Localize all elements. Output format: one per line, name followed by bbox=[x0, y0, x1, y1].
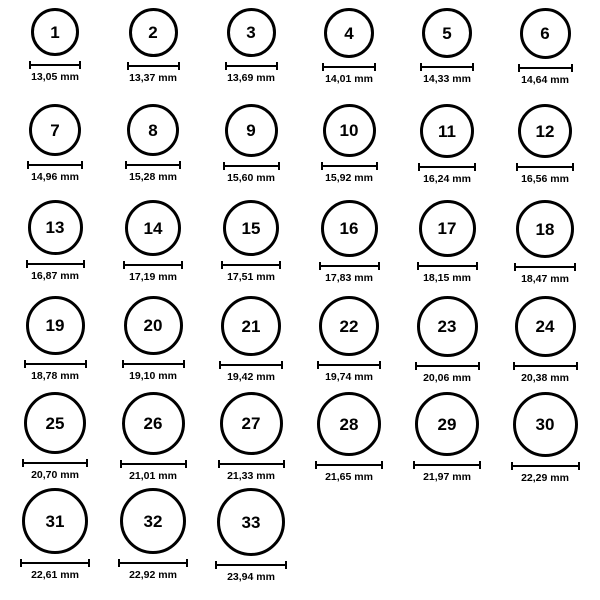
ring-size-cell bbox=[300, 200, 398, 296]
ring-size-cell bbox=[104, 488, 202, 584]
ring-size-number: 29 bbox=[437, 414, 457, 434]
ring-diameter-label: 13,05 mm bbox=[31, 71, 79, 83]
ring-measure-bar bbox=[24, 360, 87, 369]
ring-diameter-label: 14,33 mm bbox=[423, 73, 471, 85]
ring-circle bbox=[518, 104, 572, 158]
ring-size-cell bbox=[104, 200, 202, 296]
measure-bar-line bbox=[415, 362, 480, 370]
measure-bar-line bbox=[516, 163, 574, 171]
ring-measure-bar bbox=[120, 460, 187, 469]
measure-bar-line bbox=[322, 63, 376, 71]
ring-size-cell bbox=[104, 8, 202, 104]
measure-bar-line bbox=[317, 361, 381, 369]
ring-size-number: 25 bbox=[45, 413, 65, 433]
ring-size-number: 5 bbox=[442, 23, 452, 43]
measure-bar-line bbox=[127, 62, 180, 70]
ring-circle bbox=[225, 104, 278, 157]
ring-circle bbox=[217, 488, 285, 556]
measure-bar-line bbox=[511, 462, 580, 470]
ring-measure-bar bbox=[125, 161, 181, 170]
measure-bar-line bbox=[118, 559, 188, 567]
ring-circle bbox=[419, 200, 476, 257]
ring-diameter-label: 21,01 mm bbox=[129, 470, 177, 482]
ring-circle bbox=[515, 296, 576, 357]
measure-bar-line bbox=[218, 460, 285, 468]
ring-size-number: 27 bbox=[241, 414, 261, 433]
measure-bar-line bbox=[513, 362, 578, 370]
ring-circle bbox=[31, 8, 79, 56]
ring-diameter-label: 21,33 mm bbox=[227, 470, 275, 482]
ring-size-number: 31 bbox=[45, 511, 65, 531]
ring-measure-bar bbox=[417, 262, 478, 271]
ring-circle bbox=[415, 392, 479, 456]
ring-size-cell bbox=[202, 392, 300, 488]
ring-diameter-label: 18,15 mm bbox=[423, 272, 471, 284]
ring-size-cell bbox=[6, 200, 104, 296]
ring-measure-bar bbox=[26, 260, 85, 269]
ring-diameter-label: 19,42 mm bbox=[227, 371, 275, 383]
ring-size-number: 32 bbox=[143, 511, 163, 531]
ring-measure-bar bbox=[321, 162, 378, 171]
ring-diameter-label: 15,92 mm bbox=[325, 172, 373, 184]
ring-diameter-label: 22,61 mm bbox=[31, 569, 79, 581]
ring-size-number: 14 bbox=[143, 218, 163, 238]
ring-size-cell bbox=[496, 200, 594, 296]
ring-size-cell bbox=[202, 296, 300, 392]
ring-circle bbox=[516, 200, 574, 258]
ring-measure-bar bbox=[420, 63, 474, 72]
ring-circle bbox=[319, 296, 379, 356]
ring-measure-bar bbox=[514, 263, 576, 272]
ring-size-number: 18 bbox=[535, 219, 555, 239]
ring-size-cell bbox=[6, 296, 104, 392]
ring-size-cell bbox=[202, 200, 300, 296]
ring-circle bbox=[221, 296, 281, 356]
measure-bar-line bbox=[123, 261, 183, 269]
measure-bar-line bbox=[22, 459, 88, 467]
ring-measure-bar bbox=[218, 460, 285, 469]
measure-bar-line bbox=[24, 360, 87, 368]
ring-measure-bar bbox=[317, 361, 381, 370]
ring-circle bbox=[124, 296, 183, 355]
ring-circle bbox=[125, 200, 181, 256]
ring-circle bbox=[24, 392, 86, 454]
ring-size-number: 30 bbox=[535, 415, 555, 434]
ring-measure-bar bbox=[20, 559, 90, 568]
measure-bar-line bbox=[518, 64, 573, 72]
ring-diameter-label: 14,64 mm bbox=[521, 74, 569, 86]
ring-size-number: 7 bbox=[50, 120, 60, 140]
ring-size-cell bbox=[398, 8, 496, 104]
ring-measure-bar bbox=[123, 261, 183, 270]
measure-bar-line bbox=[29, 61, 81, 69]
ring-diameter-label: 16,87 mm bbox=[31, 270, 79, 282]
ring-size-number: 13 bbox=[45, 218, 65, 237]
ring-size-cell bbox=[6, 104, 104, 200]
ring-size-cell bbox=[202, 104, 300, 200]
ring-size-cell bbox=[6, 392, 104, 488]
ring-size-number: 8 bbox=[148, 120, 158, 140]
ring-circle bbox=[417, 296, 478, 357]
measure-bar-line bbox=[27, 161, 83, 169]
ring-size-number: 12 bbox=[535, 121, 555, 141]
ring-size-number: 16 bbox=[339, 219, 359, 238]
ring-size-number: 24 bbox=[535, 317, 555, 336]
ring-circle bbox=[513, 392, 578, 457]
ring-diameter-label: 21,65 mm bbox=[325, 471, 373, 483]
ring-size-number: 15 bbox=[241, 218, 261, 238]
ring-size-cell bbox=[300, 392, 398, 488]
measure-bar-line bbox=[215, 561, 287, 569]
ring-circle bbox=[420, 104, 474, 158]
ring-measure-bar bbox=[415, 362, 480, 371]
ring-size-number: 22 bbox=[339, 316, 359, 336]
ring-diameter-label: 15,28 mm bbox=[129, 171, 177, 183]
ring-diameter-label: 18,78 mm bbox=[31, 370, 79, 382]
measure-bar-line bbox=[223, 162, 280, 170]
measure-bar-line bbox=[125, 161, 181, 169]
ring-diameter-label: 15,60 mm bbox=[227, 172, 275, 184]
ring-size-number: 6 bbox=[540, 24, 550, 43]
ring-measure-bar bbox=[27, 161, 83, 170]
ring-circle bbox=[220, 392, 283, 455]
ring-size-number: 23 bbox=[437, 317, 457, 336]
measure-bar-line bbox=[26, 260, 85, 268]
ring-measure-bar bbox=[511, 462, 580, 471]
measure-bar-line bbox=[321, 162, 378, 170]
ring-circle bbox=[324, 8, 374, 58]
measure-bar-line bbox=[413, 461, 481, 469]
ring-circle bbox=[520, 8, 571, 59]
ring-diameter-label: 13,37 mm bbox=[129, 72, 177, 84]
ring-size-number: 17 bbox=[437, 219, 457, 238]
ring-size-cell bbox=[398, 296, 496, 392]
ring-size-number: 10 bbox=[339, 121, 359, 140]
ring-circle bbox=[227, 8, 276, 57]
ring-measure-bar bbox=[127, 62, 180, 71]
ring-diameter-label: 20,06 mm bbox=[423, 372, 471, 384]
ring-circle bbox=[223, 200, 279, 256]
ring-measure-bar bbox=[215, 561, 287, 570]
ring-measure-bar bbox=[418, 163, 476, 172]
ring-measure-bar bbox=[513, 362, 578, 371]
ring-circle bbox=[29, 104, 81, 156]
ring-diameter-label: 20,70 mm bbox=[31, 469, 79, 481]
ring-measure-bar bbox=[122, 360, 185, 369]
ring-diameter-label: 16,24 mm bbox=[423, 173, 471, 185]
ring-size-number: 20 bbox=[143, 316, 163, 335]
ring-size-cell bbox=[300, 8, 398, 104]
measure-bar-line bbox=[417, 262, 478, 270]
ring-size-cell bbox=[104, 296, 202, 392]
ring-diameter-label: 19,74 mm bbox=[325, 371, 373, 383]
ring-size-cell bbox=[202, 488, 300, 584]
ring-size-number: 26 bbox=[143, 414, 163, 433]
measure-bar-line bbox=[420, 63, 474, 71]
ring-size-cell bbox=[6, 8, 104, 104]
ring-size-cell bbox=[300, 104, 398, 200]
ring-measure-bar bbox=[29, 61, 81, 70]
ring-diameter-label: 13,69 mm bbox=[227, 72, 275, 84]
ring-measure-bar bbox=[516, 163, 574, 172]
ring-circle bbox=[26, 296, 85, 355]
ring-size-cell bbox=[496, 104, 594, 200]
measure-bar-line bbox=[122, 360, 185, 368]
ring-diameter-label: 22,29 mm bbox=[521, 472, 569, 484]
ring-size-cell bbox=[104, 392, 202, 488]
ring-diameter-label: 22,92 mm bbox=[129, 569, 177, 581]
ring-measure-bar bbox=[225, 62, 278, 71]
ring-size-number: 2 bbox=[148, 23, 158, 42]
ring-diameter-label: 20,38 mm bbox=[521, 372, 569, 384]
ring-size-cell bbox=[496, 8, 594, 104]
ring-measure-bar bbox=[118, 559, 188, 568]
measure-bar-line bbox=[319, 262, 380, 270]
ring-size-cell bbox=[496, 392, 594, 488]
ring-size-number: 33 bbox=[241, 512, 261, 532]
measure-bar-line bbox=[20, 559, 90, 567]
ring-size-number: 4 bbox=[344, 23, 354, 43]
ring-diameter-label: 23,94 mm bbox=[227, 571, 275, 583]
ring-measure-bar bbox=[315, 461, 383, 470]
measure-bar-line bbox=[219, 361, 283, 369]
ring-diameter-label: 21,97 mm bbox=[423, 471, 471, 483]
measure-bar-line bbox=[514, 263, 576, 271]
ring-size-cell bbox=[496, 296, 594, 392]
ring-size-cell bbox=[104, 104, 202, 200]
ring-size-number: 28 bbox=[339, 414, 359, 434]
ring-size-cell bbox=[398, 392, 496, 488]
ring-size-number: 9 bbox=[246, 121, 256, 140]
ring-size-number: 19 bbox=[45, 316, 65, 335]
measure-bar-line bbox=[225, 62, 278, 70]
ring-measure-bar bbox=[518, 64, 573, 73]
ring-circle bbox=[422, 8, 472, 58]
ring-size-cell bbox=[398, 104, 496, 200]
ring-measure-bar bbox=[22, 459, 88, 468]
ring-circle bbox=[129, 8, 178, 57]
ring-circle bbox=[122, 392, 185, 455]
ring-measure-bar bbox=[319, 262, 380, 271]
ring-diameter-label: 14,01 mm bbox=[325, 73, 373, 85]
ring-measure-bar bbox=[219, 361, 283, 370]
ring-diameter-label: 17,51 mm bbox=[227, 271, 275, 283]
ring-circle bbox=[28, 200, 83, 255]
ring-size-cell bbox=[6, 488, 104, 584]
ring-circle bbox=[323, 104, 376, 157]
ring-size-cell bbox=[202, 8, 300, 104]
ring-diameter-label: 16,56 mm bbox=[521, 173, 569, 185]
ring-diameter-label: 17,83 mm bbox=[325, 272, 373, 284]
ring-circle bbox=[317, 392, 381, 456]
ring-measure-bar bbox=[322, 63, 376, 72]
ring-size-number: 3 bbox=[246, 23, 256, 42]
ring-measure-bar bbox=[221, 261, 281, 270]
measure-bar-line bbox=[315, 461, 383, 469]
ring-size-number: 21 bbox=[241, 316, 261, 336]
ring-size-number: 11 bbox=[438, 121, 456, 141]
ring-circle bbox=[120, 488, 186, 554]
measure-bar-line bbox=[120, 460, 187, 468]
ring-diameter-label: 19,10 mm bbox=[129, 370, 177, 382]
ring-measure-bar bbox=[413, 461, 481, 470]
ring-diameter-label: 17,19 mm bbox=[129, 271, 177, 283]
ring-size-cell bbox=[300, 296, 398, 392]
measure-bar-line bbox=[221, 261, 281, 269]
ring-circle bbox=[22, 488, 88, 554]
ring-measure-bar bbox=[223, 162, 280, 171]
ring-diameter-label: 18,47 mm bbox=[521, 273, 569, 285]
ring-size-number: 1 bbox=[50, 22, 60, 42]
ring-diameter-label: 14,96 mm bbox=[31, 171, 79, 183]
ring-circle bbox=[321, 200, 378, 257]
ring-circle bbox=[127, 104, 179, 156]
ring-size-grid bbox=[6, 8, 594, 584]
ring-size-cell bbox=[398, 200, 496, 296]
measure-bar-line bbox=[418, 163, 476, 171]
